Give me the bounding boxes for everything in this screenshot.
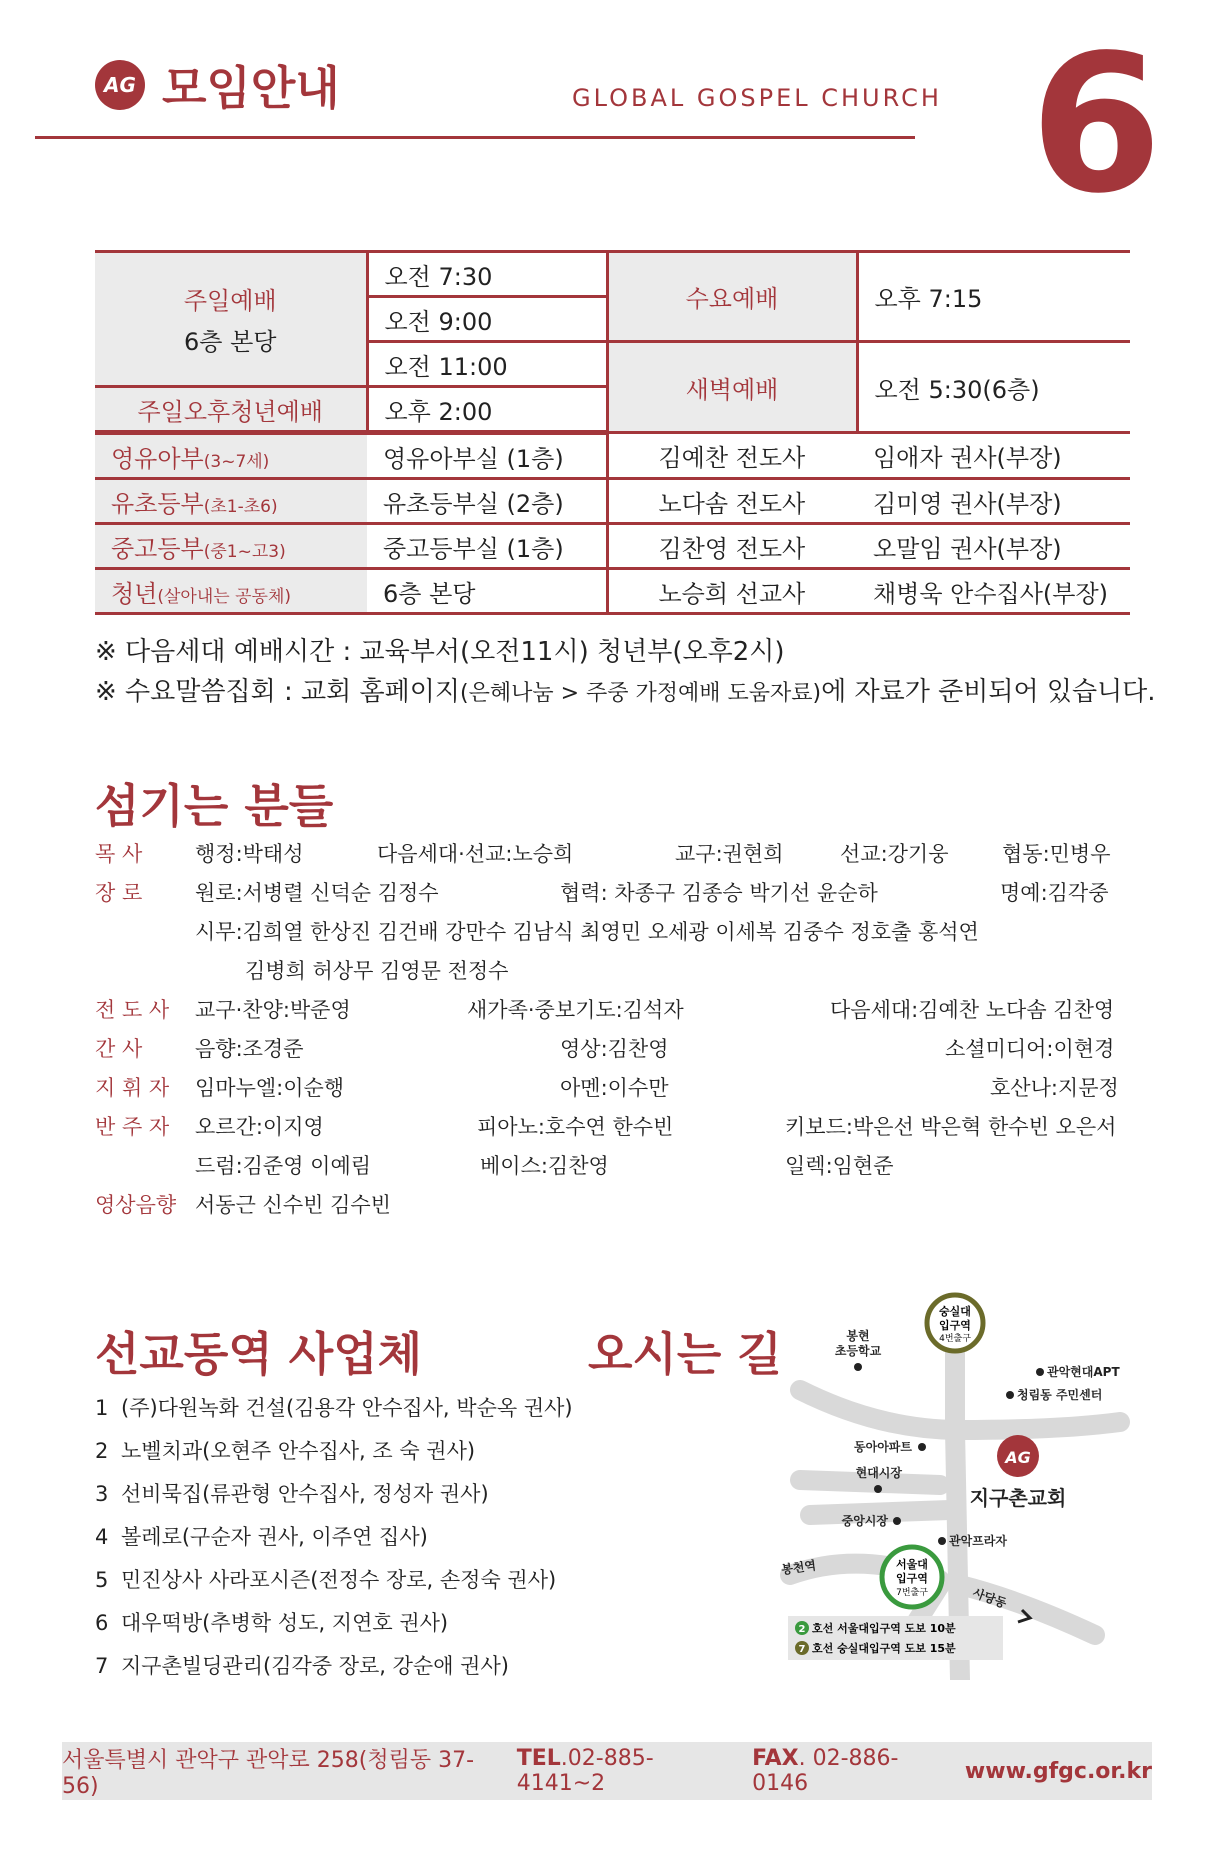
tel-label: TEL bbox=[516, 1746, 561, 1771]
staff-list bbox=[95, 838, 1135, 1228]
svg-text:입구역: 입구역 bbox=[896, 1572, 928, 1585]
svg-text:4번출구: 4번출구 bbox=[939, 1334, 971, 1344]
church-name-english: GLOBAL GOSPEL CHURCH bbox=[572, 84, 942, 112]
label-plaza: 관악프라자 bbox=[949, 1534, 1007, 1548]
svg-text:2: 2 bbox=[798, 1624, 806, 1635]
dept-head: 임애자 권사(부장) bbox=[857, 433, 1130, 479]
svg-text:서울대: 서울대 bbox=[896, 1558, 928, 1571]
youth-service-time: 오후 2:00 bbox=[367, 387, 607, 433]
dept-pastor: 노승희 선교사 bbox=[607, 569, 857, 614]
dept-room: 6층 본당 bbox=[367, 569, 607, 614]
staff-row: 드럼:김준영 이예림 베이스:김찬영 일렉:임현준 bbox=[195, 1154, 894, 1178]
label-center: 청림동 주민센터 bbox=[1017, 1388, 1103, 1402]
svg-text:7: 7 bbox=[798, 1644, 806, 1655]
list-item: 7 지구촌빌딩관리(김각중 장로, 강순애 권사) bbox=[95, 1654, 509, 1678]
tel-number: .02-885-4141~2 bbox=[516, 1746, 654, 1796]
svg-text:호선 서울대입구역 도보 10분: 호선 서울대입구역 도보 10분 bbox=[812, 1622, 956, 1635]
staff-row: 간 사 음향:조경준 영상:김찬영 소셜미디어:이현경 bbox=[95, 1037, 1115, 1061]
dawn-service-time: 오전 5:30(6층) bbox=[857, 342, 1130, 433]
church-map-marker bbox=[970, 1435, 1067, 1510]
business-title: 선교동역 사업체 bbox=[95, 1327, 423, 1381]
staff-row: 반 주 자 오르간:이지영 피아노:호수연 한수빈 키보드:박은선 박은혁 한수빈 오은서 bbox=[95, 1115, 1117, 1139]
staff-row: 시무:김희열 한상진 김건배 강만수 김남식 최영민 오세광 이세복 김중수 정호출 홍석연 bbox=[195, 920, 979, 944]
page-title: 모임안내 bbox=[162, 61, 340, 115]
svg-text:지구촌교회: 지구촌교회 bbox=[969, 1486, 1067, 1510]
church-logo: AG bbox=[95, 60, 145, 110]
worship-schedule-table bbox=[95, 250, 1130, 615]
dept-name: 중고등부(중1~고3) bbox=[95, 524, 367, 569]
dept-name: 유초등부(초1-초6) bbox=[95, 479, 367, 524]
list-item: 3 선비묵집(류관형 안수집사, 정성자 권사) bbox=[95, 1482, 489, 1506]
youth-service-label: 주일오후청년예배 bbox=[95, 387, 367, 433]
svg-text:입구역: 입구역 bbox=[939, 1319, 971, 1332]
dept-pastor: 노다솜 전도사 bbox=[607, 479, 857, 524]
label-dong-apt: 동아아파트 bbox=[854, 1440, 912, 1454]
staff-row: 목 사 행정:박태성 다음세대·선교:노승희 교구:권현희 선교:강기웅 협동:민병우 bbox=[95, 842, 1111, 866]
notes bbox=[95, 632, 1156, 714]
dept-head: 오말임 권사(부장) bbox=[857, 524, 1130, 569]
label-sadang: 사당동 bbox=[970, 1585, 1009, 1611]
station-seouluniv bbox=[882, 1547, 942, 1607]
list-item: 1 (주)다원녹화 건설(김용각 안수집사, 박순옥 권사) bbox=[95, 1396, 573, 1420]
label-hyundai-market: 현대시장 bbox=[855, 1466, 902, 1480]
staff-row: 장 로 원로:서병렬 신덕순 김정수 협력: 차종구 김종승 박기선 윤순하 명예:김각중 bbox=[95, 881, 1109, 905]
list-item: 5 민진상사 사라포시즌(전정수 장로, 손정숙 권사) bbox=[95, 1568, 557, 1592]
footer-address: 서울특별시 관악구 관악로 258(청림동 37-56) bbox=[62, 1748, 475, 1799]
staff-row: 전 도 사 교구·찬양:박준영 새가족·중보기도:김석자 다음세대:김예찬 노다솜 김찬영 bbox=[95, 998, 1115, 1022]
staff-title: 섬기는 분들 bbox=[95, 779, 334, 833]
dept-room: 유초등부실 (2층) bbox=[367, 479, 607, 524]
list-item: 6 대우떡방(추병학 성도, 지연호 권사) bbox=[95, 1611, 449, 1635]
header-divider bbox=[35, 136, 915, 139]
svg-text:AG: AG bbox=[1005, 1448, 1031, 1467]
svg-text:호선 숭실대입구역 도보 15분: 호선 숭실대입구역 도보 15분 bbox=[812, 1642, 956, 1655]
dept-name: 청년(살아내는 공동체) bbox=[95, 569, 367, 614]
footer-contact bbox=[62, 1742, 1152, 1800]
label-school-1: 봉현 bbox=[846, 1329, 870, 1343]
dawn-service-label: 새벽예배 bbox=[607, 342, 857, 433]
list-item: 2 노벨치과(오현주 안수집사, 조 숙 권사) bbox=[95, 1439, 476, 1463]
directions-title: 오시는 길 bbox=[588, 1327, 782, 1381]
sunday-time-3: 오전 11:00 bbox=[367, 342, 607, 387]
dept-pastor: 김예찬 전도사 bbox=[607, 433, 857, 479]
svg-text:숭실대: 숭실대 bbox=[939, 1305, 971, 1318]
dept-pastor: 김찬영 전도사 bbox=[607, 524, 857, 569]
label-central-market: 중앙시장 bbox=[841, 1514, 888, 1528]
staff-row: 지 휘 자 임마누엘:이순행 아멘:이수만 호산나:지문정 bbox=[95, 1076, 1119, 1100]
label-school-2: 초등학교 bbox=[834, 1344, 882, 1358]
wed-service-label: 수요예배 bbox=[607, 252, 857, 342]
station-soongsil bbox=[927, 1295, 983, 1351]
staff-row: 김병희 허상무 김영문 전정수 bbox=[245, 959, 509, 983]
label-bongcheon: 봉천역 bbox=[780, 1558, 817, 1577]
label-apt: 관악현대APT bbox=[1047, 1365, 1120, 1379]
list-item: 4 볼레로(구순자 권사, 이주연 집사) bbox=[95, 1525, 428, 1549]
sunday-time-2: 오전 9:00 bbox=[367, 297, 607, 342]
map-legend bbox=[788, 1616, 1003, 1660]
fax-number: . 02-886-0146 bbox=[752, 1746, 899, 1796]
business-list bbox=[95, 1392, 573, 1693]
sunday-time-1: 오전 7:30 bbox=[367, 252, 607, 297]
dept-head: 김미영 권사(부장) bbox=[857, 479, 1130, 524]
location-map bbox=[760, 1280, 1160, 1680]
sunday-service-label: 주일예배 6층 본당 bbox=[95, 252, 367, 387]
note-next-gen: ※ 다음세대 예배시간 : 교육부서(오전11시) 청년부(오후2시) bbox=[95, 637, 785, 667]
dept-name: 영유아부(3~7세) bbox=[95, 433, 367, 479]
fax-label: FAX bbox=[752, 1746, 799, 1771]
wed-service-time: 오후 7:15 bbox=[857, 252, 1130, 342]
svg-text:7번출구: 7번출구 bbox=[896, 1588, 928, 1598]
dept-head: 채병욱 안수집사(부장) bbox=[857, 569, 1130, 614]
website-link[interactable]: www.gfgc.or.kr bbox=[964, 1758, 1152, 1784]
dept-room: 영유아부실 (1층) bbox=[367, 433, 607, 479]
staff-row: 영상음향 서동근 신수빈 김수빈 bbox=[95, 1193, 391, 1217]
page-number: 6 bbox=[1030, 14, 1163, 235]
dept-room: 중고등부실 (1층) bbox=[367, 524, 607, 569]
note-wednesday: ※ 수요말씀집회 : 교회 홈페이지(은혜나눔 > 주중 가정예배 도움자료)에 자료가 준비되어 있습니다. bbox=[95, 677, 1156, 707]
